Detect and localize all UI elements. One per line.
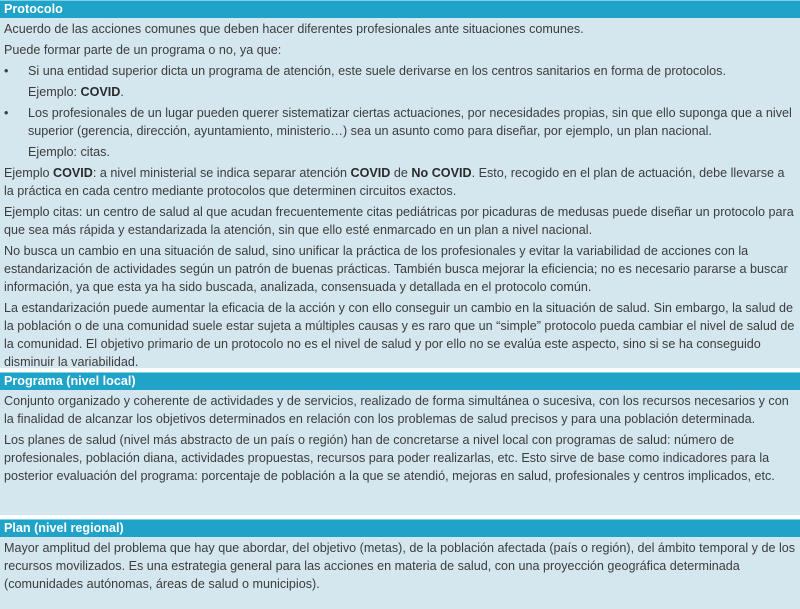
bullet-icon: • (4, 106, 9, 120)
section-programa (0, 372, 800, 515)
text-run-bold: COVID (53, 166, 93, 180)
example-value: COVID (80, 85, 121, 99)
example-line: Ejemplo: citas. (28, 145, 110, 159)
list-item-text: Los profesionales de un lugar pueden querer sistematizar ciertas actuaciones, por necesidades propias, sin que ello suponga que a nivel superior (gerencia, dirección, ayuntamiento, ministerio…) sea un asunto como para diseñar, por ejemplo, un plan nacional. (28, 106, 792, 138)
example-label: Ejemplo: (28, 85, 81, 99)
section-title-programa: Programa (nivel local) (0, 372, 800, 390)
paragraph: Puede formar parte de un programa o no, ya que: (4, 43, 282, 57)
paragraph: Acuerdo de las acciones comunes que deben hacer diferentes profesionales ante situaciones comunes. (4, 22, 584, 36)
section-body-plan (0, 537, 800, 609)
paragraph: Mayor amplitud del problema que hay que abordar, del objetivo (metas), de la población afectada (país o región), del ámbito temporal y de los recursos movilizados. Es una estrategia general para las acciones en materia de salud, con una proyección geográfica determinada (comunidades autónomas, áreas de salud o municipios). (4, 541, 796, 591)
paragraph-covid (4, 164, 796, 200)
paragraph: No busca un cambio en una situación de salud, sino unificar la práctica de los profesionales y evitar la variabilidad de acciones con la estandarización de actividades según un patrón de buenas prácticas. También busca mejorar la eficiencia; no es necesario pararse a buscar información, ya que esta ya ha sido buscada, analizada, consensuada y detallada en el protocolo común. (4, 244, 788, 294)
example-line (4, 83, 796, 101)
paragraph: Conjunto organizado y coherente de actividades y de servicios, realizado de forma simultánea o sucesiva, con los recursos necesarios y con la finalidad de alcanzar los objetivos determinados en relación con los problemas de salud precisos y para una población determinada. (4, 394, 789, 426)
text-run-bold: COVID (350, 166, 391, 180)
text-run-bold: No COVID (411, 166, 472, 180)
section-plan (0, 519, 800, 609)
text-run: Ejemplo (4, 166, 53, 180)
section-body-protocolo (0, 18, 800, 368)
section-body-programa (0, 390, 800, 515)
text-run: : a nivel ministerial se indica separar atención (92, 166, 351, 180)
text-run: de (390, 166, 412, 180)
example-end: . (120, 85, 124, 99)
bullet-icon: • (4, 64, 9, 78)
list-item (4, 104, 796, 140)
paragraph: Ejemplo citas: un centro de salud al que acudan frecuentemente citas pediátricas por picaduras de medusas puede diseñar un protocolo para que sea más rápida y estandarizada la atención, sin que ello esté enmarcado en un plan a nivel nacional. (4, 205, 794, 237)
list-item (4, 62, 796, 80)
list-item-text: Si una entidad superior dicta un programa de atención, este suele derivarse en los centros sanitarios en forma de protocolos. (28, 64, 726, 78)
section-title-protocolo: Protocolo (0, 0, 800, 18)
paragraph: La estandarización puede aumentar la eficacia de la acción y con ello conseguir un cambio en la situación de salud. Sin embargo, la salud de la población o de una comunidad suele estar sujeta a múltiples causas y es raro que un “simple” protocolo pueda cambiar el nivel de salud de la comunidad. El objetivo primario de un protocolo no es el nivel de salud y por ello no se evalúa este aspecto, sino si se ha conseguido disminuir la variabilidad. (4, 301, 795, 369)
paragraph: Los planes de salud (nivel más abstracto de un país o región) han de concretarse a nivel local con programas de salud: número de profesionales, población diana, actividades propuestas, recursos para poder realizarlas, etc. Esto sirve de base como indicadores para la posterior evaluación del programa: porcentaje de población a la que se atendió, mejoras en salud, profesionales y centros implicados, etc. (4, 433, 775, 483)
text-run: . Esto, recogido en el plan de actuación, debe llevarse a la práctica en cada centro mediante protocolos que determinen circuitos exactos. (4, 166, 785, 198)
section-title-plan: Plan (nivel regional) (0, 519, 800, 537)
